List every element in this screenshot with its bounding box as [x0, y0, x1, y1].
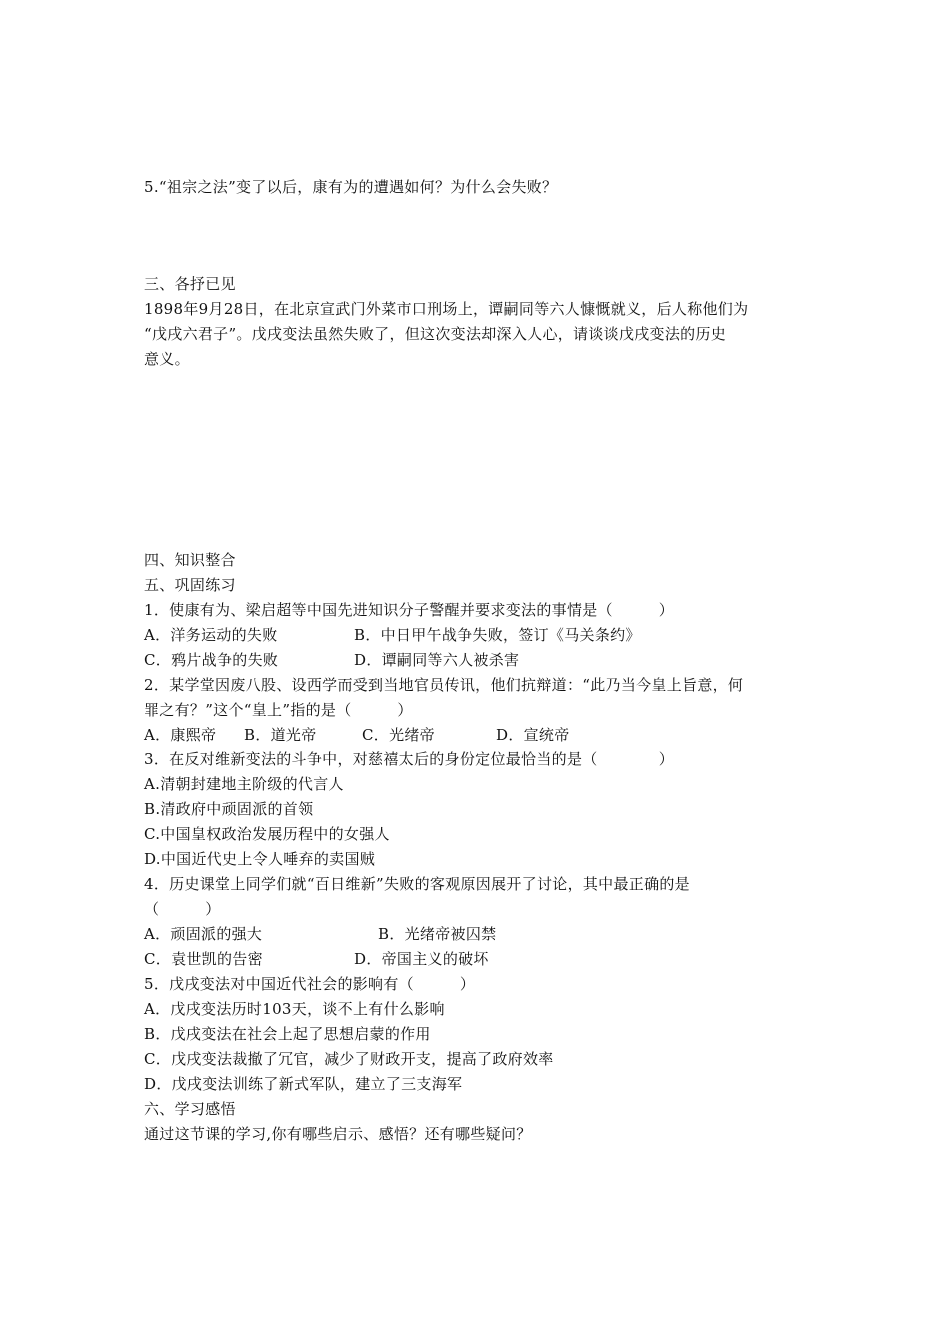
exercise-1-stem: 1．使康有为、梁启超等中国先进知识分子警醒并要求变法的事情是（ ） — [144, 601, 675, 619]
section-3-paragraph-line-3: 意义。 — [144, 350, 190, 368]
exercise-2-option-d: D．宣统帝 — [496, 726, 570, 744]
exercise-4-options-row-2 — [144, 947, 824, 972]
section-3-heading: 三、各抒已见 — [144, 275, 236, 293]
exercise-5-option-a: A．戊戌变法历时103天，谈不上有什么影响 — [144, 1000, 445, 1018]
exercise-1-option-a: A．洋务运动的失败 — [144, 626, 278, 644]
exercise-2-option-b: B．道光帝 — [244, 726, 317, 744]
exercise-3-option-c: C.中国皇权政治发展历程中的女强人 — [144, 825, 390, 843]
exercise-1-option-c: C．鸦片战争的失败 — [144, 651, 279, 669]
exercise-2-options — [144, 723, 824, 748]
exercise-1-option-b: B．中日甲午战争失败，签订《马关条约》 — [354, 626, 641, 644]
exercise-2-option-c: C．光绪帝 — [362, 726, 435, 744]
exercise-3-option-a: A.清朝封建地主阶级的代言人 — [144, 775, 344, 793]
exercise-4-stem-line-1: 4．历史课堂上同学们就“百日维新”失败的客观原因展开了讨论，其中最正确的是 — [144, 875, 690, 893]
exercise-4-option-b: B．光绪帝被囚禁 — [378, 925, 497, 943]
section-3-paragraph-line-2: “戊戌六君子”。戊戌变法虽然失败了，但这次变法却深入人心，请谈谈戊戌变法的历史 — [144, 325, 727, 343]
exercise-4-stem-line-2: （ ） — [144, 900, 221, 918]
exercise-3-stem: 3．在反对维新变法的斗争中，对慈禧太后的身份定位最恰当的是（ ） — [144, 750, 675, 768]
exercise-3-option-d: D.中国近代史上令人唾弃的卖国贼 — [144, 850, 376, 868]
exercise-5-option-c: C．戊戌变法裁撤了冗官，减少了财政开支，提高了政府效率 — [144, 1050, 554, 1068]
exercise-2-stem-line-2: 罪之有？”这个“皇上”指的是（ ） — [144, 701, 413, 719]
exercise-2-option-a: A．康熙帝 — [144, 726, 217, 744]
exercise-2-stem-line-1: 2．某学堂因废八股、设西学而受到当地官员传讯，他们抗辩道：“此乃当今皇上旨意，何 — [144, 676, 744, 694]
exercise-5-option-d: D．戊戌变法训练了新式军队，建立了三支海军 — [144, 1075, 463, 1093]
section-3-paragraph-line-1: 1898年9月28日，在北京宣武门外菜市口刑场上，谭嗣同等六人慷慨就义，后人称他们为 — [144, 300, 749, 318]
exercise-4-option-d: D．帝国主义的破坏 — [354, 950, 489, 968]
section-5-heading: 五、巩固练习 — [144, 576, 236, 594]
exercise-5-stem: 5．戊戌变法对中国近代社会的影响有（ ） — [144, 975, 476, 993]
exercise-5-option-b: B．戊戌变法在社会上起了思想启蒙的作用 — [144, 1025, 431, 1043]
section-4-heading: 四、知识整合 — [144, 551, 236, 569]
exercise-1-option-d: D．谭嗣同等六人被杀害 — [354, 651, 520, 669]
exercise-4-option-c: C．袁世凯的告密 — [144, 950, 263, 968]
exercise-4-option-a: A．顽固派的强大 — [144, 925, 263, 943]
section-6-heading: 六、学习感悟 — [144, 1100, 236, 1118]
exercise-4-options-row-1 — [144, 922, 824, 947]
question-5-kang-youwei: 5.“祖宗之法”变了以后，康有为的遭遇如何？为什么会失败？ — [144, 178, 558, 196]
exercise-1-options-row-2 — [144, 648, 824, 673]
exercise-3-option-b: B.清政府中顽固派的首领 — [144, 800, 314, 818]
exercise-1-options-row-1 — [144, 623, 824, 648]
section-6-prompt: 通过这节课的学习,你有哪些启示、感悟？还有哪些疑问？ — [144, 1125, 532, 1143]
